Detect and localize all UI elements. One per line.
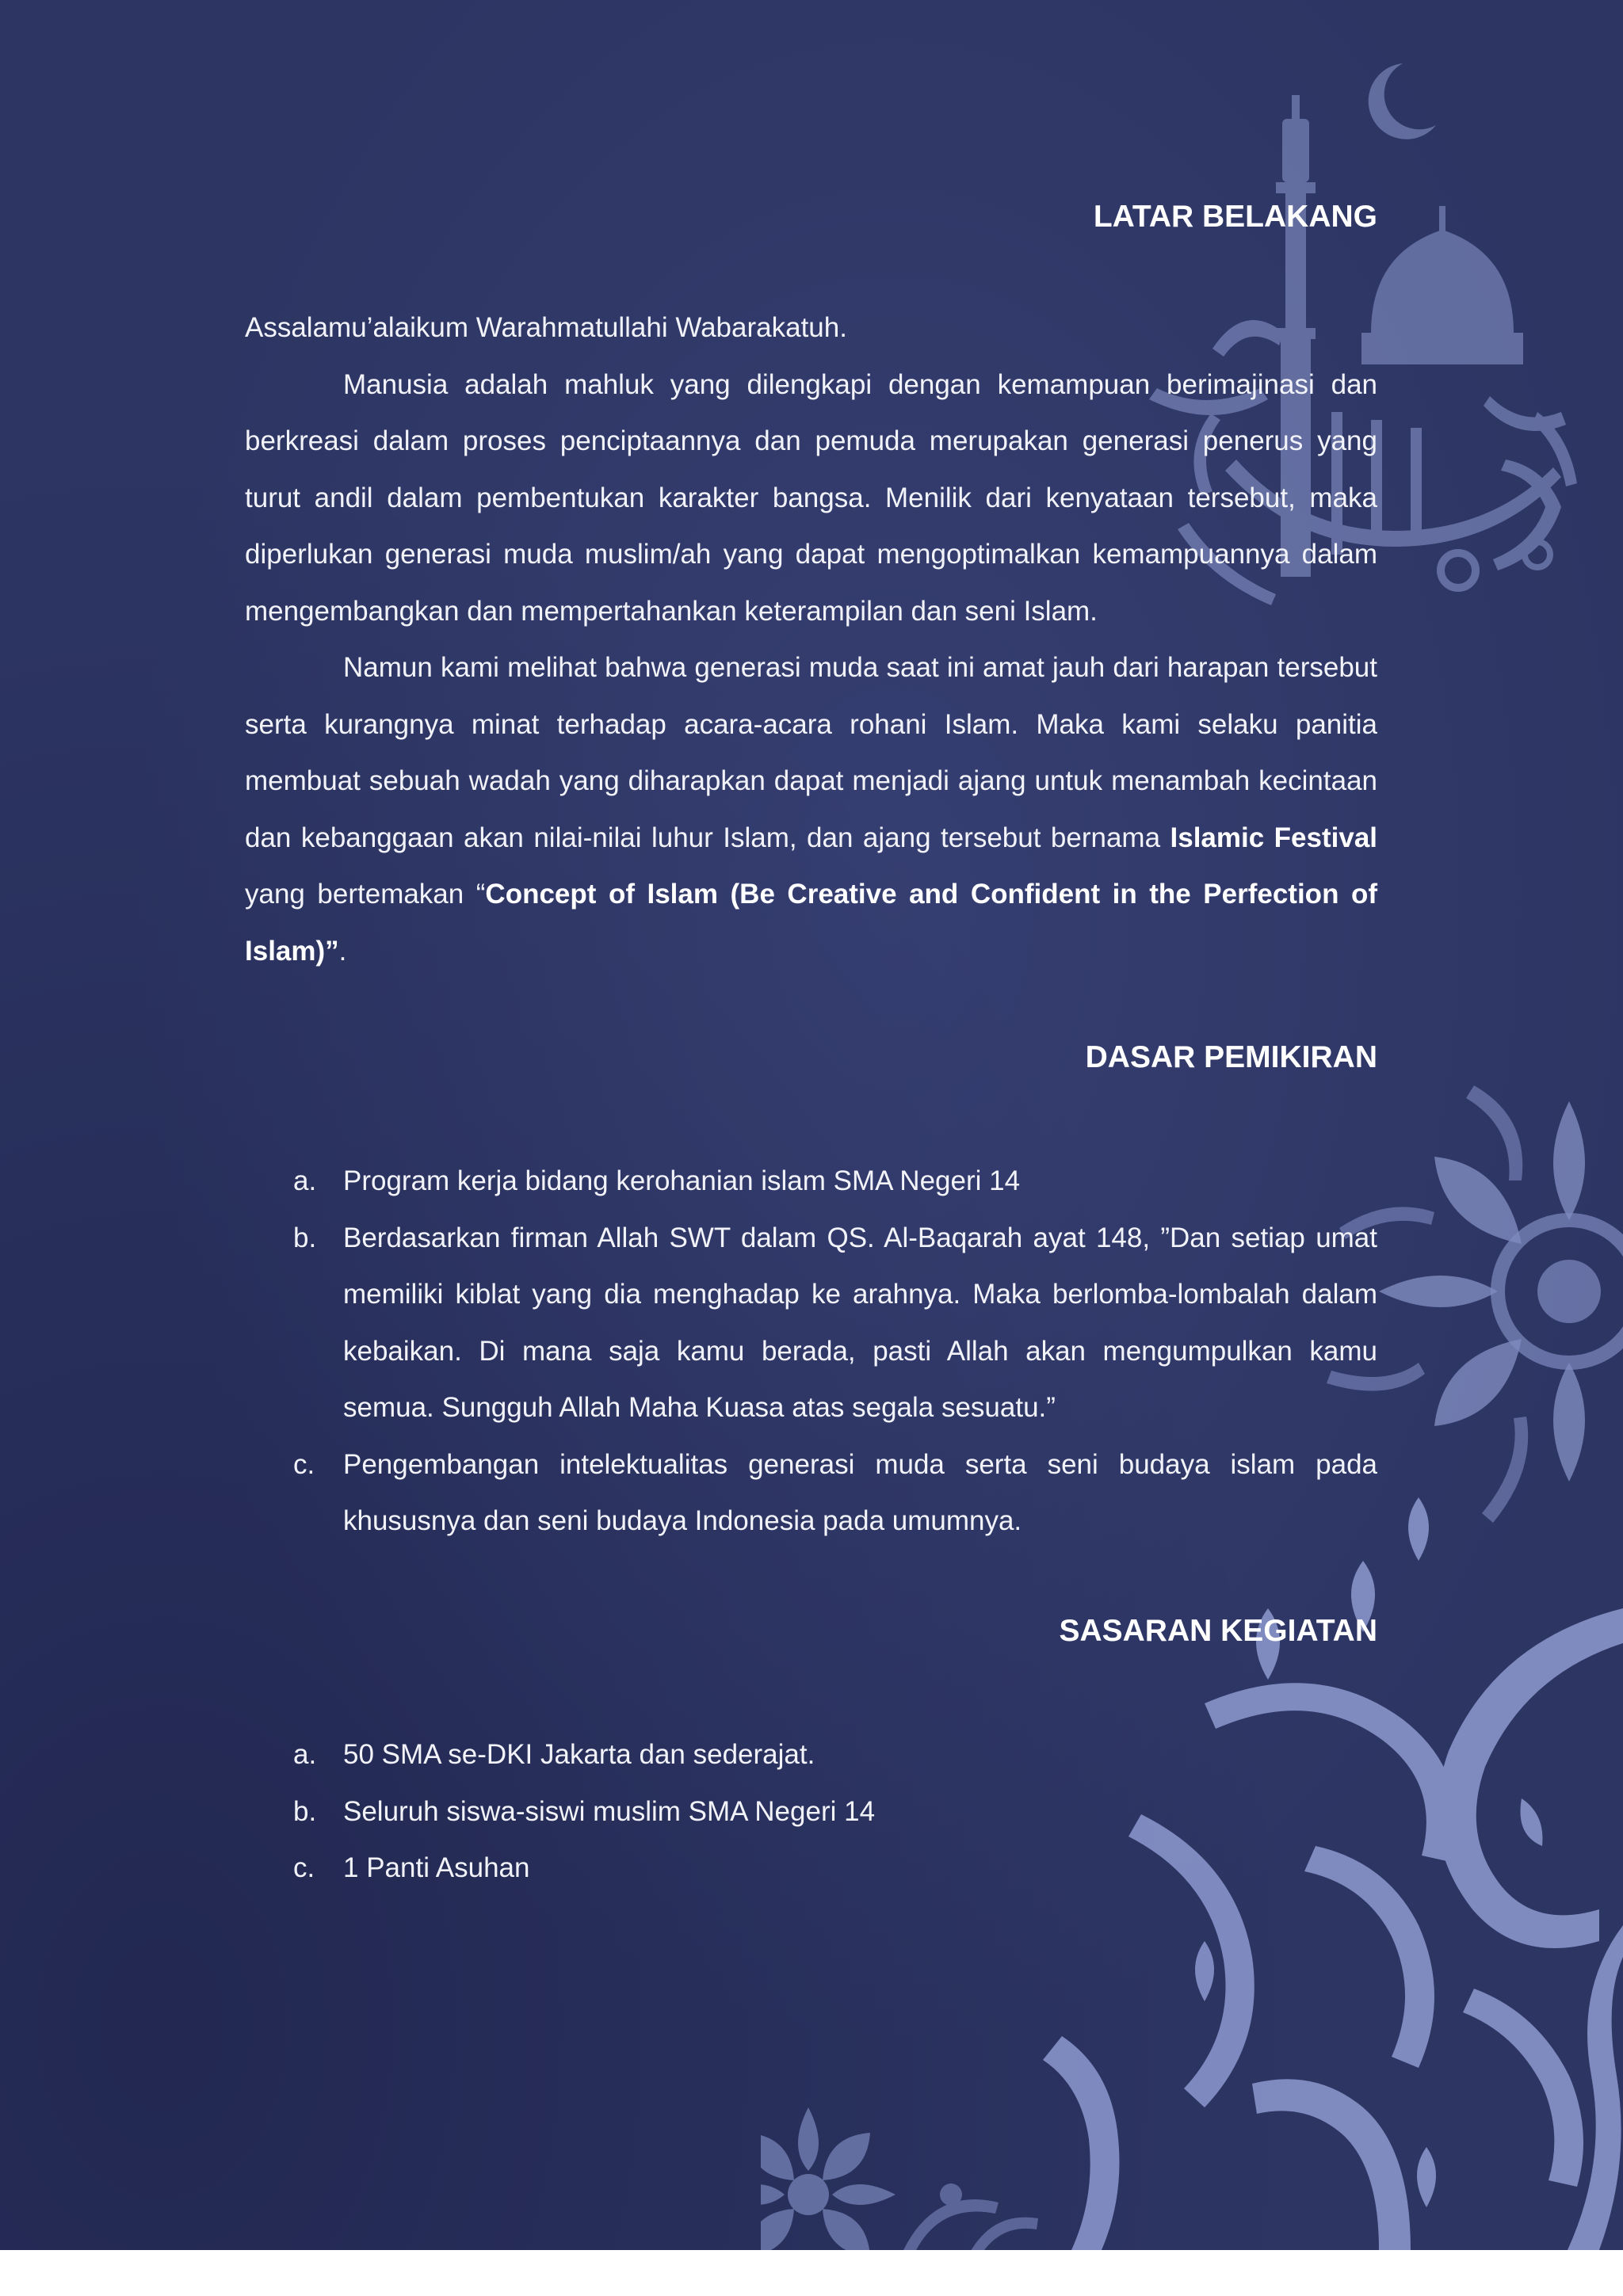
list-item — [245, 1840, 1377, 1897]
section-latar-belakang — [245, 299, 1377, 979]
heading-latar-belakang: LATAR BELAKANG — [1093, 200, 1377, 234]
section-sasaran-kegiatan — [245, 1726, 1377, 1897]
list-item-text: Pengembangan intelektualitas generasi muda serta seni budaya islam pada khususnya dan seni budaya Indonesia pada umumnya. — [343, 1448, 1377, 1536]
list-marker: c. — [293, 1852, 315, 1883]
list-item-text: 1 Panti Asuhan — [343, 1852, 530, 1883]
list-item-text: 50 SMA se-DKI Jakarta dan sederajat. — [343, 1739, 815, 1770]
heading-dasar-pemikiran: DASAR PEMIKIRAN — [1085, 1040, 1377, 1074]
list-item-text: Seluruh siswa-siswi muslim SMA Negeri 14 — [343, 1795, 876, 1827]
event-name: Islamic Festival — [1170, 822, 1378, 853]
paragraph-2-end: . — [338, 935, 347, 967]
dasar-pemikiran-list — [245, 1153, 1377, 1550]
sasaran-kegiatan-list — [245, 1726, 1377, 1897]
page-bottom-margin — [0, 2250, 1623, 2296]
list-marker: a. — [293, 1739, 317, 1770]
list-item — [245, 1783, 1377, 1840]
list-item — [245, 1436, 1377, 1550]
list-item — [245, 1726, 1377, 1783]
paragraph-1: Manusia adalah mahluk yang dilengkapi dengan kemampuan berimajinasi dan berkreasi dalam proses penciptaannya dan pemuda merupakan generasi penerus yang turut andil dalam pembentukan karakter bangsa. Menilik dari kenyataan tersebut, maka diperlukan generasi muda muslim/ah yang dapat mengoptimalkan kemampuannya dalam mengembangkan dan mempertahankan keterampilan dan seni Islam. — [245, 368, 1377, 627]
list-item-text: Program kerja bidang kerohanian islam SMA Negeri 14 — [343, 1165, 1021, 1196]
paragraph-2 — [245, 639, 1377, 979]
section-dasar-pemikiran — [245, 1153, 1377, 1550]
list-item-text: Berdasarkan firman Allah SWT dalam QS. Al-Baqarah ayat 148, ”Dan setiap umat memiliki kiblat yang dia menghadap ke arahnya. Maka berlomba-lombalah dalam kebaikan. Di mana saja kamu berada, pasti Allah akan mengumpulkan kamu semua. Sungguh Allah Maha Kuasa atas segala sesuatu.” — [343, 1222, 1377, 1423]
list-item — [245, 1210, 1377, 1436]
heading-sasaran-kegiatan: SASARAN KEGIATAN — [1059, 1614, 1377, 1648]
list-marker: c. — [293, 1448, 315, 1480]
list-marker: a. — [293, 1165, 317, 1196]
greeting-text: Assalamu’alaikum Warahmatullahi Wabarakatuh. — [245, 312, 847, 343]
list-marker: b. — [293, 1222, 317, 1253]
event-theme: Concept of Islam (Be Creative and Confident in the Perfection of Islam)” — [245, 879, 1377, 967]
paragraph-2-text: Namun kami melihat bahwa generasi muda saat ini amat jauh dari harapan tersebut serta kurangnya minat terhadap acara-acara rohani Islam. Maka kami selaku panitia membuat sebuah wadah yang diharapkan dapat menjadi ajang untuk menambah kecintaan dan kebanggaan akan nilai-nilai luhur Islam, dan ajang tersebut bernama — [245, 652, 1377, 853]
list-marker: b. — [293, 1795, 317, 1827]
list-item — [245, 1153, 1377, 1210]
paragraph-2-text-cont: yang bertemakan “ — [245, 879, 486, 910]
